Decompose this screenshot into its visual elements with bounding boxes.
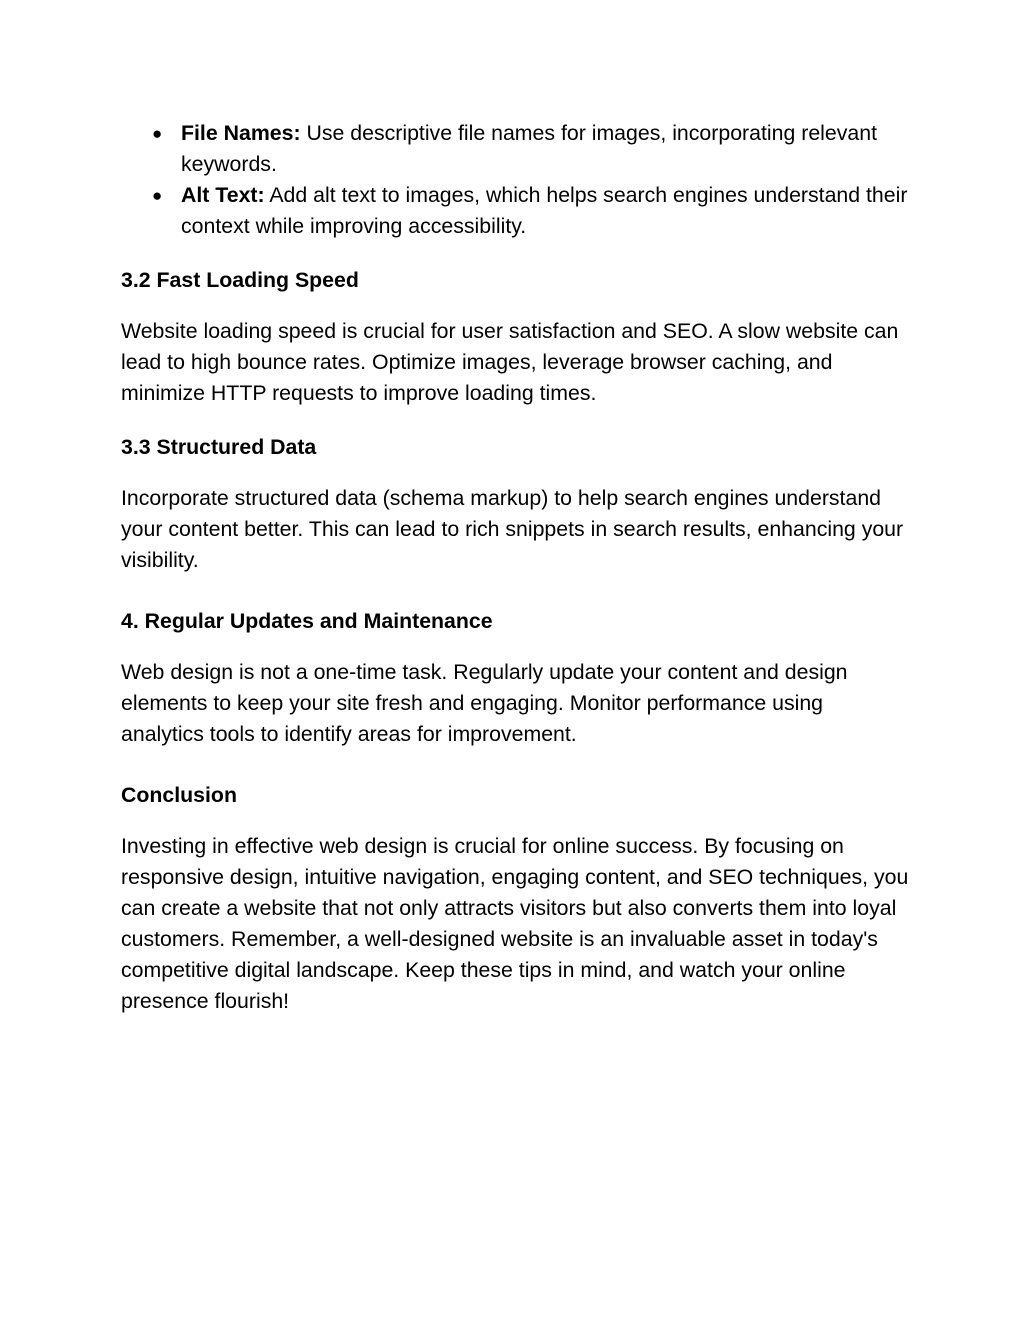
- heading-conclusion: Conclusion: [121, 783, 237, 807]
- list-item-file-names: [121, 118, 911, 180]
- list-item-alt-text: [121, 180, 911, 242]
- heading-structured-data: 3.3 Structured Data: [121, 435, 317, 459]
- list-item-text: Add alt text to images, which helps search engines understand their context while improving accessibility.: [181, 183, 908, 238]
- paragraph-conclusion: Investing in effective web design is crucial for online success. By focusing on responsive design, intuitive navigation, engaging content, and SEO techniques, you can create a website that not only attracts visitors but also converts them into loyal customers. Remember, a well-designed website is an invaluable asset in today's competitive digital landscape. Keep these tips in mind, and watch your online presence flourish!: [121, 834, 909, 1013]
- paragraph-regular-updates: Web design is not a one-time task. Regularly update your content and design elements to keep your site fresh and engaging. Monitor performance using analytics tools to identify areas for improvement.: [121, 660, 848, 746]
- paragraph-fast-loading-speed: Website loading speed is crucial for user satisfaction and SEO. A slow website can lead to high bounce rates. Optimize images, leverage browser caching, and minimize HTTP requests to improve loading times.: [121, 319, 899, 405]
- list-item-term: Alt Text:: [181, 183, 265, 207]
- document-page: [121, 118, 911, 1017]
- image-tips-list: [121, 118, 911, 242]
- bullet-icon: ●: [152, 124, 163, 143]
- list-item-text: Use descriptive file names for images, incorporating relevant keywords.: [181, 121, 878, 176]
- bullet-icon: ●: [152, 186, 163, 205]
- paragraph-structured-data: Incorporate structured data (schema markup) to help search engines understand your content better. This can lead to rich snippets in search results, enhancing your visibility.: [121, 486, 904, 572]
- heading-regular-updates: 4. Regular Updates and Maintenance: [121, 609, 493, 633]
- heading-fast-loading-speed: 3.2 Fast Loading Speed: [121, 268, 359, 292]
- list-item-term: File Names:: [181, 121, 301, 145]
